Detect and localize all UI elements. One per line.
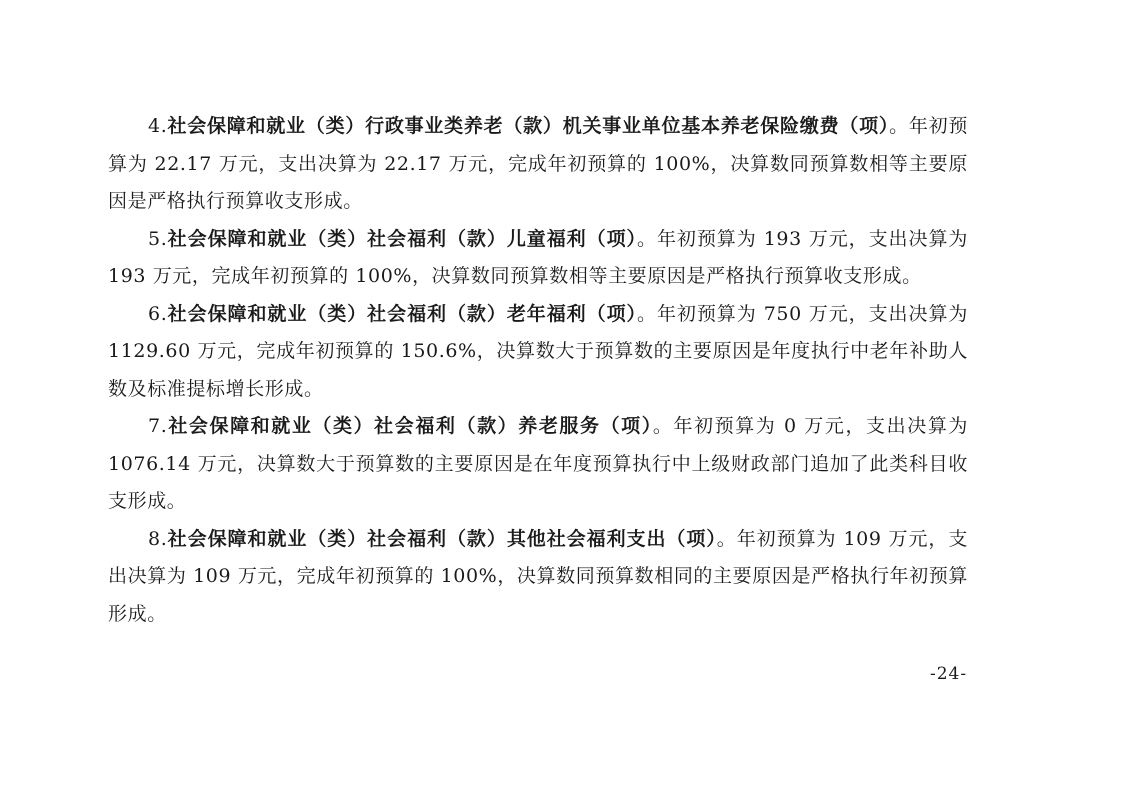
paragraph-heading: 社会保障和就业（类）社会福利（款）儿童福利（项） bbox=[167, 227, 637, 250]
paragraph-heading: 社会保障和就业（类）社会福利（款）老年福利（项） bbox=[167, 302, 637, 325]
paragraph-item-6 bbox=[108, 296, 968, 409]
document-body bbox=[108, 108, 968, 633]
paragraph-number: 8. bbox=[148, 527, 168, 550]
paragraph-body: 。年初预算为 0 万元，支出决算为 1076.14 万元，决算数大于预算数的主要原因是在年度预算执行中上级财政部门追加了此类科目收支形成。 bbox=[108, 415, 968, 512]
paragraph-item-7 bbox=[108, 408, 968, 521]
paragraph-item-8 bbox=[108, 521, 968, 634]
paragraph-number: 6. bbox=[148, 302, 168, 325]
paragraph-heading: 社会保障和就业（类）行政事业类养老（款）机关事业单位基本养老保险缴费（项） bbox=[167, 115, 890, 137]
paragraph-heading: 社会保障和就业（类）社会福利（款）养老服务（项） bbox=[167, 415, 653, 437]
paragraph-heading: 社会保障和就业（类）社会福利（款）其他社会福利支出（项） bbox=[167, 527, 717, 550]
paragraph-item-4 bbox=[108, 108, 968, 221]
paragraph-number: 5. bbox=[148, 227, 168, 250]
page-number: -24- bbox=[930, 664, 968, 684]
paragraph-body: 。年初预算为 750 万元，支出决算为 1129.60 万元，完成年初预算的 150.6%，决算数大于预算数的主要原因是年度执行中老年补助人数及标准提标增长形成。 bbox=[108, 302, 969, 400]
paragraph-number: 4. bbox=[148, 115, 168, 137]
paragraph-body: 。年初预算为 22.17 万元，支出决算为 22.17 万元，完成年初预算的 100%，决算数同预算数相等主要原因是严格执行预算收支形成。 bbox=[108, 115, 969, 212]
paragraph-number: 7. bbox=[148, 415, 168, 437]
paragraph-item-5 bbox=[108, 221, 968, 296]
paragraph-body: 。年初预算为 109 万元，支出决算为 109 万元，完成年初预算的 100%，决算数同预算数相同的主要原因是严格执行年初预算形成。 bbox=[108, 527, 968, 625]
paragraph-body: 。年初预算为 193 万元，支出决算为 193 万元，完成年初预算的 100%，决算数同预算数相等主要原因是严格执行预算收支形成。 bbox=[108, 227, 969, 287]
